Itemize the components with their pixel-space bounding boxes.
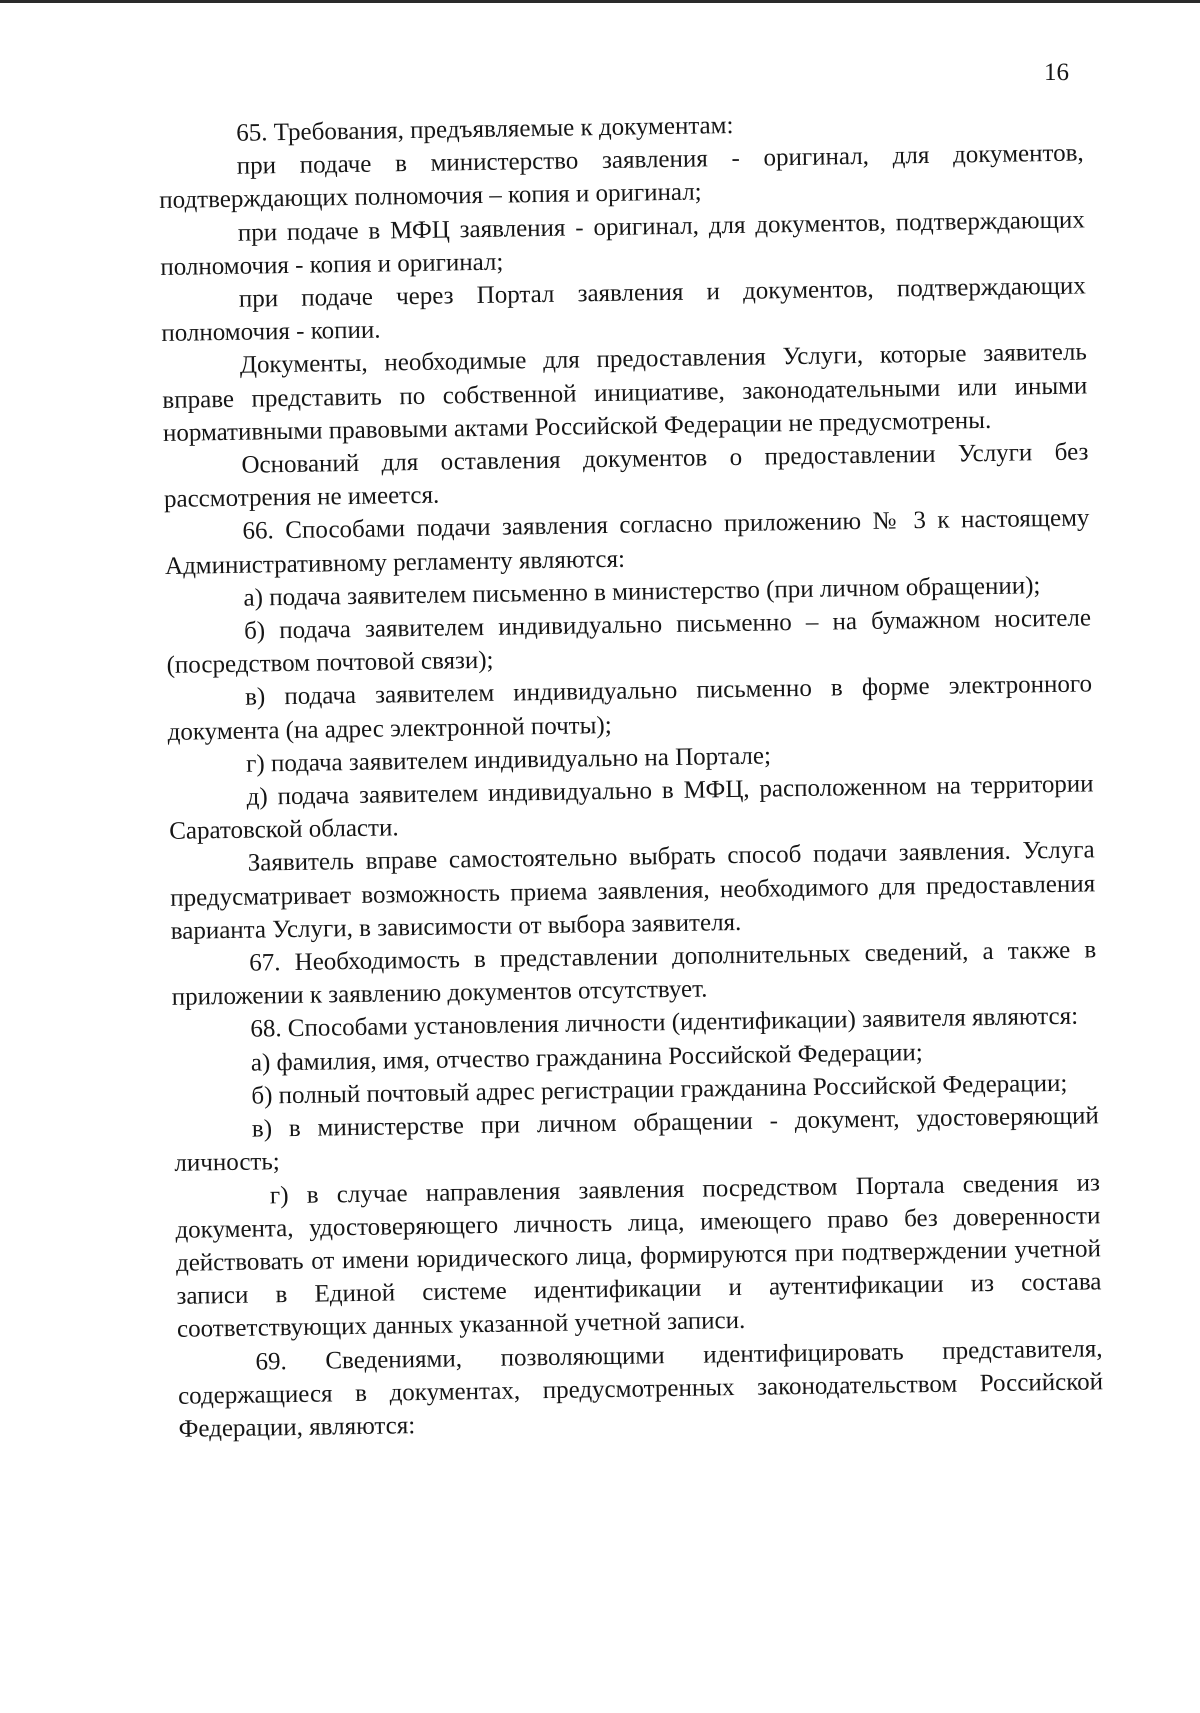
list-item-66-a: а) подача заявителем письменно в министерство (при личном обращении); <box>243 572 1041 612</box>
paragraph-66-methods: 66. Способами подачи заявления согласно приложению № 3 к настоящему Административному регламенту являются: <box>164 504 1090 580</box>
list-item-68-a: а) фамилия, имя, отчество гражданина Российской Федерации; <box>250 1038 923 1077</box>
list-item-68-v: в) в министерстве при личном обращении - документ, удостоверяющий личность; <box>174 1102 1100 1178</box>
paragraph-69: 69. Сведениями, позволяющими идентифицировать представителя, содержащиеся в документах, предусмотренных законодательством Российской Федерации, являются: <box>177 1334 1104 1443</box>
paragraph-65-heading: 65. Требования, предъявляемые к документам: <box>236 111 734 147</box>
list-item-66-b: б) подача заявителем индивидуально письменно – на бумажном носителе (посредством почтовой связи); <box>166 604 1092 680</box>
paragraph-optional-documents: Документы, необходимые для предоставления Услуги, которые заявитель вправе представить по собственной инициативе, законодательными или иными нормативными правовыми актами Российской Федерации не предусмотрены. <box>162 338 1088 447</box>
list-item-68-b: б) полный почтовый адрес регистрации гражданина Российской Федерации; <box>251 1069 1068 1110</box>
paragraph-67: 67. Необходимость в представлении дополнительных сведений, а также в приложении к заявлению документов отсутствует. <box>171 936 1097 1012</box>
list-item-66-d: д) подача заявителем индивидуально в МФЦ, расположенном на территории Саратовской области. <box>168 770 1094 846</box>
paragraph-no-grounds: Оснований для оставления документов о предоставлении Услуги без рассмотрения не имеется. <box>163 438 1089 514</box>
paragraph-ministry-submission: при подаче в министерство заявления - оригинал, для документов, подтверждающих полномочия – копия и оригинал; <box>159 139 1084 215</box>
page-number: 16 <box>1044 59 1069 86</box>
paragraph-mfc-submission: при подаче в МФЦ заявления - оригинал, для документов, подтверждающих полномочия - копия и оригинал; <box>160 206 1085 281</box>
list-item-66-v: в) подача заявителем индивидуально письменно в форме электронного документа (на адрес электронной почты); <box>167 670 1093 746</box>
document-body <box>158 103 1104 1445</box>
paragraph-applicant-choice: Заявитель вправе самостоятельно выбрать способ подачи заявления. Услуга предусматривает возможность приема заявления, необходимого для предоставления варианта Услуги, в зависимости от выбора заявителя. <box>170 836 1096 945</box>
scan-edge <box>0 0 1200 3</box>
list-item-68-g: г) в случае направления заявления посредством Портала сведения из документа, удостоверяющего личность лица, имеющего право без доверенности действовать от имени юридического лица, формируются при подтверждении учетной записи в Единой системе идентификации и аутентификации из состава соответствующих данных указанной учетной записи. <box>175 1168 1102 1344</box>
paragraph-portal-submission: при подаче через Портал заявления и документов, подтверждающих полномочия - копии. <box>161 272 1086 348</box>
paragraph-68-identification: 68. Способами установления личности (идентификации) заявителя являются: <box>250 1003 1079 1044</box>
list-item-66-g: г) подача заявителем индивидуально на Портале; <box>245 742 772 778</box>
